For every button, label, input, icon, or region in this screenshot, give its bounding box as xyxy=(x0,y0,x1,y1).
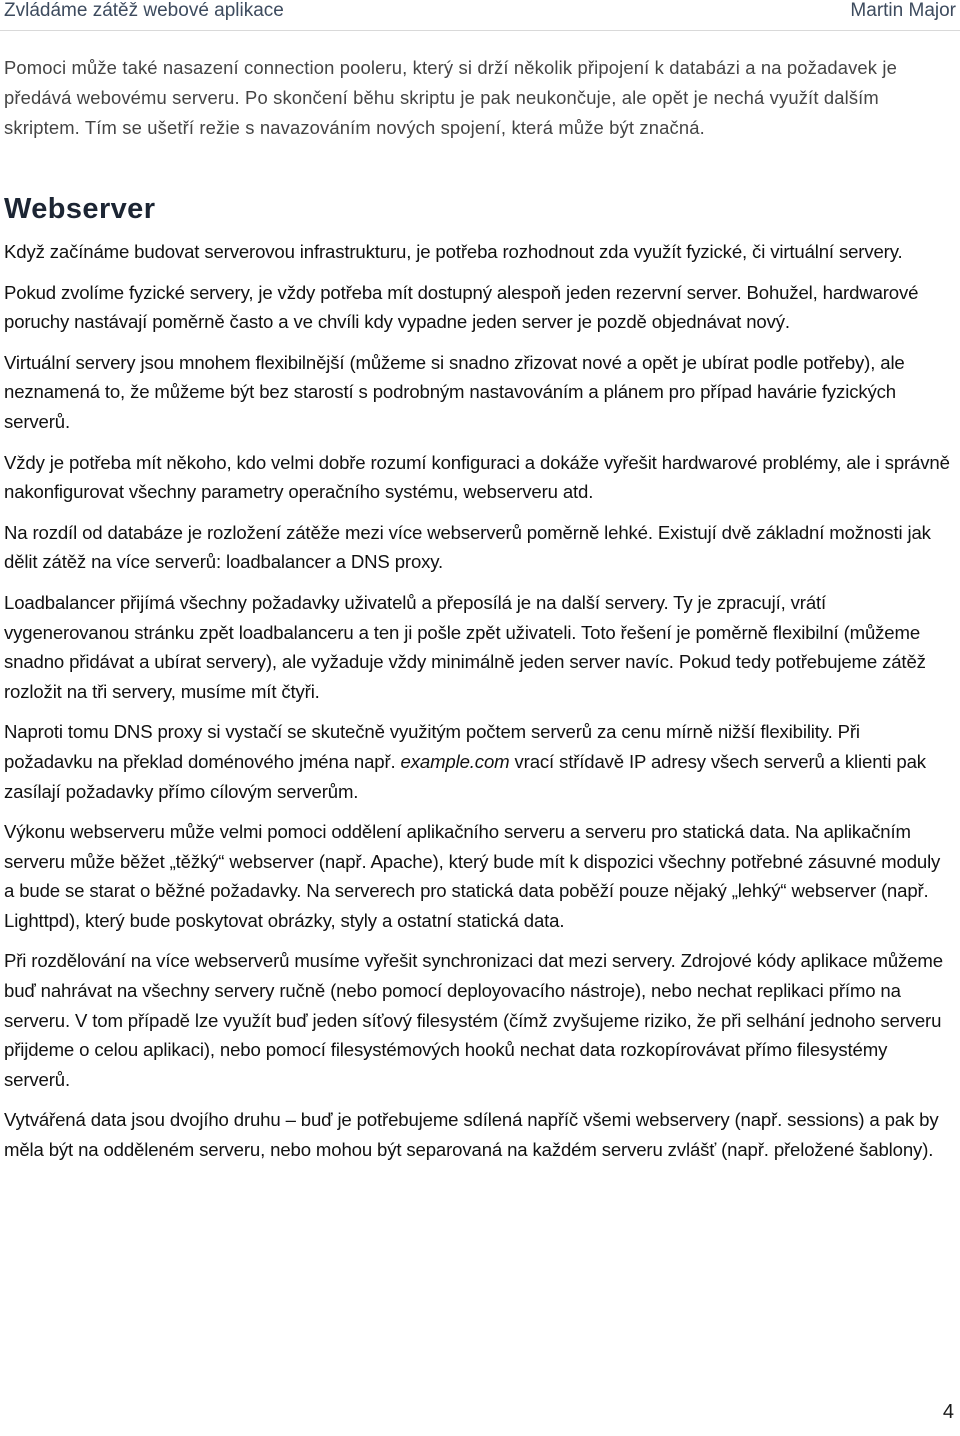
example-domain: example.com xyxy=(400,750,510,772)
paragraph-physical-or-virtual: Když začínáme budovat serverovou infrastrukturu, je potřeba rozhodnout zda využít fyzické, či virtuální servery. xyxy=(4,241,903,262)
header-divider xyxy=(0,30,960,31)
section-heading: Webserver xyxy=(4,193,156,225)
dns-proxy-text-end: vrací střídavě IP adresy všech serverů a klienti pak zasílají požadavky přímo cílovým serverům. xyxy=(4,750,926,802)
document-title: Zvládáme zátěž webové aplikace xyxy=(4,0,284,21)
page-number: 4 xyxy=(942,1401,954,1423)
paragraph-synchronization: Při rozdělování na více webserverů musíme vyřešit synchronizaci dat mezi servery. Zdrojové kódy aplikace můžeme buď nahrávat na všechny servery ručně (nebo pomocí deployovacího nástroje), nebo nechat replikaci přímo na serveru. V tom případě lze využít buď jeden síťový filesystém (čímž zvyšujeme riziko, že při selhání jednoho serveru přijdeme o celou aplikaci), nebo pomocí filesystémových hooků nechat data rozkopírovávat přímo filesystémy serverů. xyxy=(4,950,943,1090)
page-content xyxy=(4,53,950,1176)
paragraph-physical-servers: Pokud zvolíme fyzické servery, je vždy potřeba mít dostupný alespoň jeden rezervní server. Bohužel, hardwarové poruchy nastávají poměrně často a ve chvíli kdy vypadne jeden server je pozdě objednávat nový. xyxy=(4,281,919,333)
paragraph-loadbalancer: Loadbalancer přijímá všechny požadavky uživatelů a přeposílá je na další servery. Ty je zpracují, vrátí vygenerovanou stránku zpět loadbalanceru a ten ji pošle zpět uživateli. Toto řešení je poměrně flexibilní (můžeme snadno přidávat a ubírat servery), ale vyžaduje vždy minimálně jeden server navíc. Pokud tedy potřebujeme zátěž rozložit na tři servery, musíme mít čtyři. xyxy=(4,591,926,702)
paragraph-created-data: Vytvářená data jsou dvojího druhu – buď je potřebujeme sdílená napříč všemi webservery (např. sessions) a pak by měla být na odděleném serveru, nebo mohou být separovaná na každém serveru zvlášť (např. přeložené šablony). xyxy=(4,1109,939,1161)
paragraph-load-distribution: Na rozdíl od databáze je rozložení zátěže mezi více webserverů poměrně lehké. Existují dvě základní možnosti jak dělit zátěž na více serverů: loadbalancer a DNS proxy. xyxy=(4,521,931,573)
running-header xyxy=(4,0,956,28)
paragraph-virtual-servers: Virtuální servery jsou mnohem flexibilnější (můžeme si snadno zřizovat nové a opět je ubírat podle potřeby), ale neznamená to, že můžeme být bez starostí s podrobným nastavováním a plánem pro případ havárie fyzických serverů. xyxy=(4,351,905,432)
document-author: Martin Major xyxy=(850,0,956,21)
paragraph-static-server: Výkonu webserveru může velmi pomoci oddělení aplikačního serveru a serveru pro statická data. Na aplikačním serveru může běžet „těžký“ webserver (např. Apache), který bude mít k dispozici všechny potřebné zásuvné moduly a bude se starat o běžné požadavky. Na serverech pro statická data poběží pouze nějaký „lehký“ webserver (např. Lighttpd), který bude poskytovat obrázky, styly a ostatní statická data. xyxy=(4,821,941,931)
intro-paragraph: Pomoci může také nasazení connection pooleru, který si drží několik připojení k databázi a na požadavek je předává webovému serveru. Po skončení běhu skriptu je pak neukončuje, ale opět je nechá využít dalším skriptem. Tím se ušetří režie s navazováním nových spojení, která může být značná. xyxy=(4,57,898,138)
paragraph-admin: Vždy je potřeba mít někoho, kdo velmi dobře rozumí konfiguraci a dokáže vyřešit hardwarové problémy, ale i správně nakonfigurovat všechny parametry operačního systému, webserveru atd. xyxy=(4,451,950,503)
dns-proxy-text-start: Naproti tomu DNS proxy si vystačí se skutečně využitým počtem serverů za cenu mírně nižší flexibility. Při požadavku na překlad doménového jména např. xyxy=(4,721,860,772)
paragraph-dns-proxy xyxy=(4,717,950,806)
